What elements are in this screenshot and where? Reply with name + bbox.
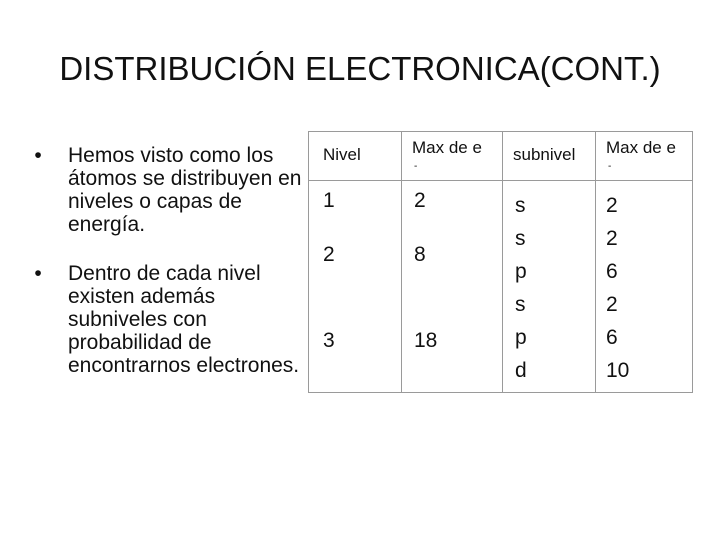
- level-max-column: [402, 181, 503, 393]
- bullet-item: [28, 144, 314, 236]
- table-header-row: [309, 132, 693, 181]
- header-nivel: Nivel: [309, 132, 402, 181]
- sublevel-max-item: 2: [606, 194, 618, 217]
- sublevel-max-item: 6: [606, 260, 618, 283]
- level-column: [309, 181, 402, 393]
- sublevel-max-item: 2: [606, 293, 618, 316]
- sublevel-max-column: [596, 181, 693, 393]
- electron-charge-sign: -: [608, 161, 612, 172]
- bullet-text: Hemos visto como los átomos se distribuyen en niveles o capas de energía.: [68, 144, 302, 236]
- sublevel-item: s: [515, 293, 526, 316]
- level-1-max: 2: [414, 189, 426, 212]
- slide-title: DISTRIBUCIÓN ELECTRONICA(CONT.): [59, 50, 661, 87]
- sublevel-max-item: 6: [606, 326, 618, 349]
- sublevel-max-item: 2: [606, 227, 618, 250]
- bullet-item: [28, 262, 314, 377]
- electron-distribution-table: [308, 131, 693, 393]
- sublevel-item: s: [515, 194, 526, 217]
- level-3: 3: [323, 329, 335, 352]
- sublevel-item: p: [515, 260, 527, 283]
- sublevel-max-item: 10: [606, 359, 630, 382]
- level-2-max: 8: [414, 243, 426, 266]
- bullet-dot-icon: •: [34, 144, 42, 167]
- header-label: Max de e: [412, 138, 482, 157]
- header-subnivel: subnivel: [503, 132, 596, 181]
- sublevel-column: [503, 181, 596, 393]
- bullet-list: [28, 144, 314, 403]
- electron-charge-sign: -: [414, 161, 418, 172]
- header-max-electrons-level: [402, 132, 503, 181]
- level-1: 1: [323, 189, 335, 212]
- table-body-row: [309, 181, 693, 393]
- header-label: Max de e: [606, 138, 676, 157]
- bullet-text: Dentro de cada nivel existen además subniveles con probabilidad de encontrarnos electrones.: [68, 262, 300, 377]
- bullet-dot-icon: •: [34, 262, 42, 285]
- sublevel-item: d: [515, 359, 527, 382]
- sublevel-item: s: [515, 227, 526, 250]
- level-2: 2: [323, 243, 335, 266]
- sublevel-item: p: [515, 326, 527, 349]
- header-max-electrons-sublevel: [596, 132, 693, 181]
- level-3-max: 18: [414, 329, 438, 352]
